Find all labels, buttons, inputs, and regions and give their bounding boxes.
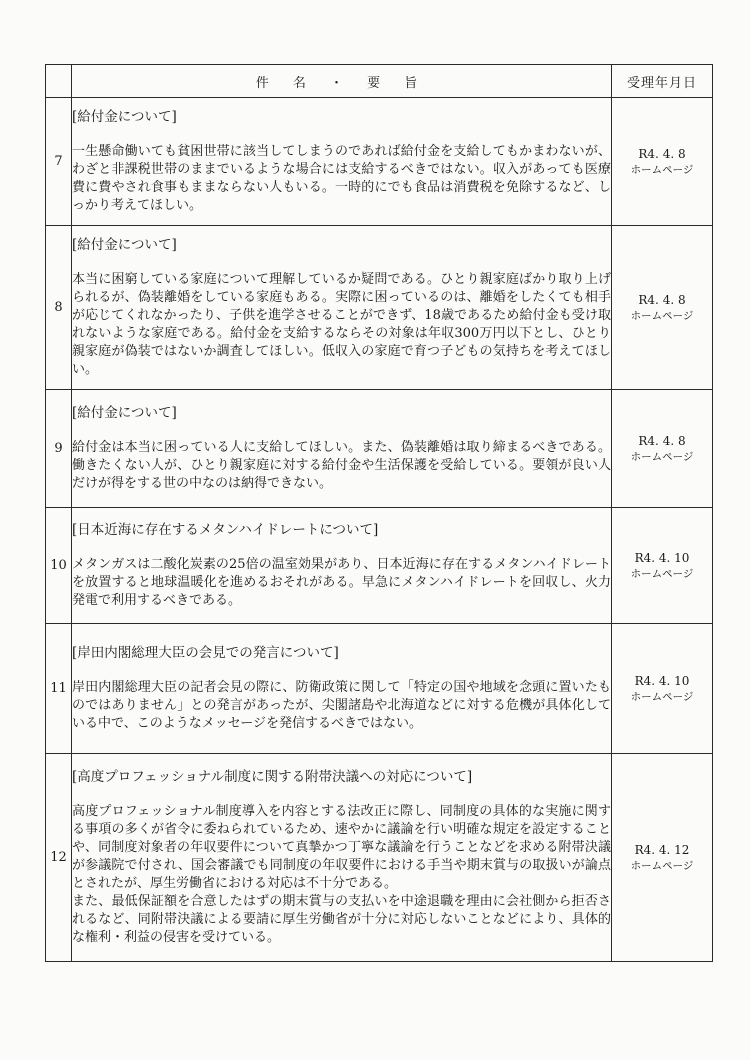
- row-summary: 岸田内閣総理大臣の記者会見の際に、防衛政策に関して「特定の国や地域を念頭に置いたものではありません」との発言があったが、尖閣諸島や北海道などに対する危機が具体化している中で、このようなメッセージを発信するべきではない。: [72, 680, 611, 731]
- row-date: R4. 4. 12: [634, 842, 690, 857]
- row-source: ホームページ: [630, 859, 694, 872]
- row-content: [72, 226, 612, 390]
- row-source: ホームページ: [630, 450, 694, 463]
- row-number: 9: [46, 390, 72, 508]
- row-date-cell: [612, 98, 713, 226]
- row-summary: メタンガスは二酸化炭素の25倍の温室効果があり、日本近海に存在するメタンハイドレートを放置すると地球温暖化を進めるおそれがある。早急にメタンハイドレートを回収し、火力発電で利用するべきである。: [72, 557, 611, 608]
- row-subject: [給付金について]: [72, 405, 177, 421]
- row-date: R4. 4. 10: [634, 550, 690, 565]
- row-summary: 本当に困窮している家庭について理解しているか疑問である。ひとり親家庭ばかり取り上げられるが、偽装離婚をしている家庭もある。実際に困っているのは、離婚をしたくても相手が応じてくれなかったり、子供を進学させることができず、18歳であるため給付金も受け取れないような家庭である。給付金を支給するならその対象は年収300万円以下とし、ひとり親家庭が偽装ではないか調査してほしい。低収入の家庭で育つ子どもの気持ちを考えてほしい。: [72, 272, 611, 377]
- row-subject: [日本近海に存在するメタンハイドレートについて]: [72, 522, 379, 538]
- row-subject: [岸田内閣総理大臣の会見での発言について]: [72, 645, 339, 661]
- row-date: R4. 4. 8: [638, 146, 686, 161]
- table-row: [46, 754, 713, 962]
- row-date: R4. 4. 8: [638, 292, 686, 307]
- row-date-cell: [612, 390, 713, 508]
- row-source: ホームページ: [630, 163, 694, 176]
- row-content: [72, 98, 612, 226]
- row-number: 7: [46, 98, 72, 226]
- row-content: [72, 754, 612, 962]
- table-row: [46, 226, 713, 390]
- row-source: ホームページ: [630, 309, 694, 322]
- header-title: 件 名 ・ 要 旨: [72, 65, 612, 98]
- table-row: [46, 390, 713, 508]
- row-content: [72, 624, 612, 754]
- header-date: 受理年月日: [612, 65, 713, 98]
- row-content: [72, 508, 612, 624]
- document-page: [45, 64, 712, 962]
- row-subject: [給付金について]: [72, 109, 177, 125]
- row-subject: [給付金について]: [72, 237, 177, 253]
- table-row: [46, 98, 713, 226]
- table-row: [46, 624, 713, 754]
- row-date-cell: [612, 508, 713, 624]
- row-summary: 給付金は本当に困っている人に支給してほしい。また、偽装離婚は取り締まるべきである。働きたくない人が、ひとり親家庭に対する給付金や生活保護を受給している。要領が良い人だけが得をする世の中なのは納得できない。: [72, 440, 611, 491]
- row-content: [72, 390, 612, 508]
- row-date-cell: [612, 226, 713, 390]
- row-date-cell: [612, 624, 713, 754]
- row-number: 10: [46, 508, 72, 624]
- row-summary: 高度プロフェッショナル制度導入を内容とする法改正に際し、同制度の具体的な実施に関する事項の多くが省令に委ねられているため、速やかに議論を行い明確な規定を設定することや、同制度対象者の年収要件について真摯かつ丁寧な議論を行うことなどを求める附帯決議が参議院で付され、国会審議でも同制度の年収要件における手当や期末賞与の取扱いが論点とされたが、厚生労働省における対応は不十分である。 また、最低保証額を合意したはずの期末賞与の支払いを中途退職を理由に会社側から拒否されるなど、同附帯決議による要請に厚生労働省が十分に対応しないことなどにより、具体的な権利・利益の侵害を受けている。: [72, 804, 611, 945]
- row-number: 11: [46, 624, 72, 754]
- header-number: [46, 65, 72, 98]
- row-number: 12: [46, 754, 72, 962]
- row-subject: [高度プロフェッショナル制度に関する附帯決議への対応について]: [72, 769, 473, 785]
- row-date: R4. 4. 10: [634, 673, 690, 688]
- row-number: 8: [46, 226, 72, 390]
- table-row: [46, 508, 713, 624]
- row-source: ホームページ: [630, 690, 694, 703]
- petition-table: [45, 64, 713, 962]
- row-date: R4. 4. 8: [638, 433, 686, 448]
- row-date-cell: [612, 754, 713, 962]
- table-header-row: [46, 65, 713, 98]
- row-summary: 一生懸命働いても貧困世帯に該当してしまうのであれば給付金を支給してもかまわないが、わざと非課税世帯のままでいるような場合には支給するべきではない。収入があっても医療費に費やされ食事もままならない人もいる。一時的にでも食品は消費税を免除するなど、しっかり考えてほしい。: [72, 144, 611, 213]
- row-source: ホームページ: [630, 567, 694, 580]
